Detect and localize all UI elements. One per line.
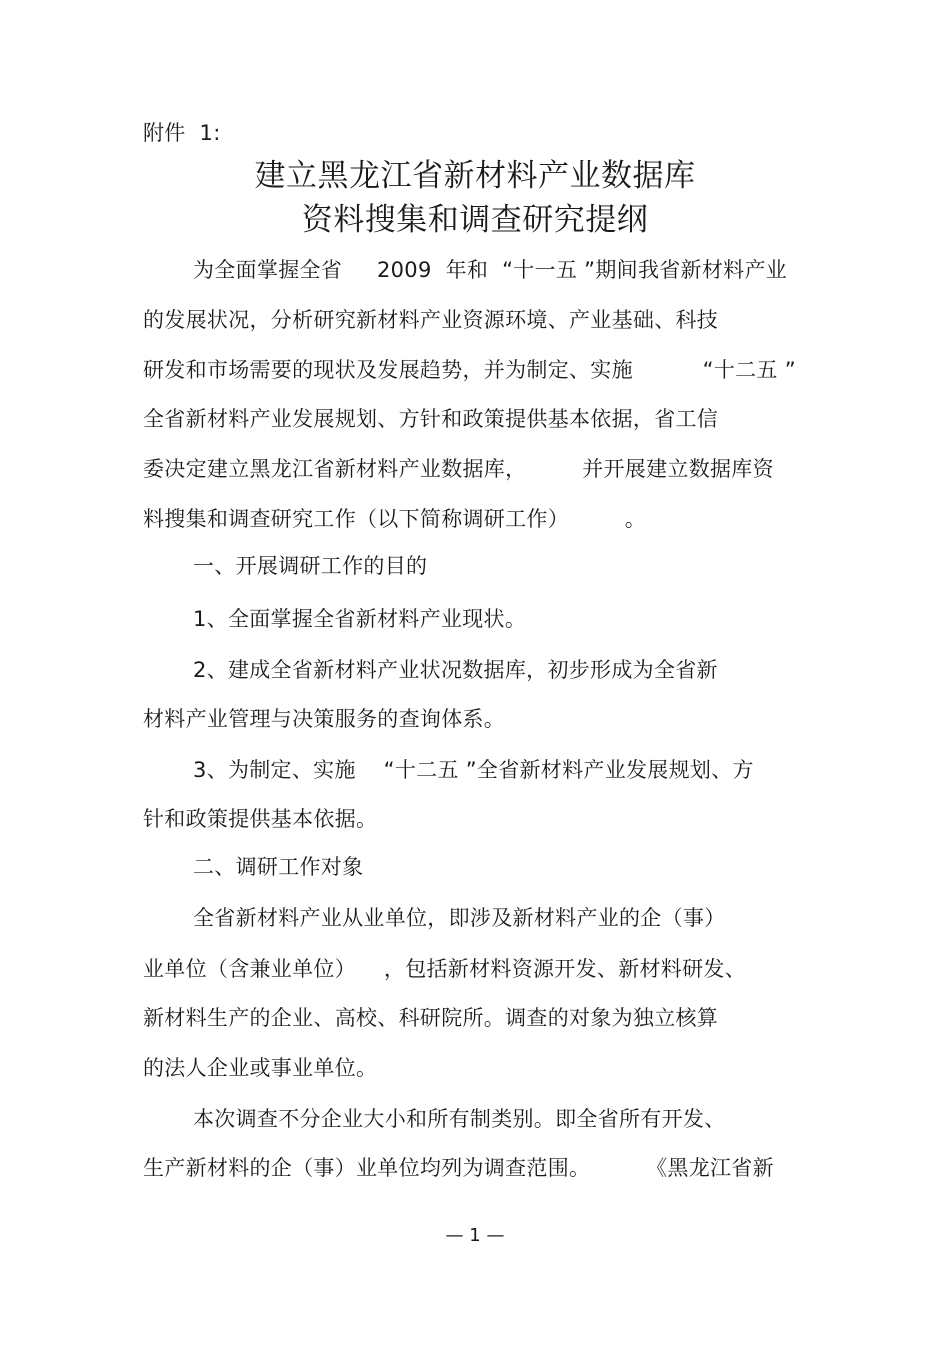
section-heading: 二、调研工作对象 — [193, 855, 364, 879]
list-item: 3、为制定、实施 “十二五 ”全省新材料产业发展规划、方 — [193, 758, 754, 782]
paragraph-line: 全省新材料产业发展规划、方针和政策提供基本依据，省工信 — [143, 407, 719, 431]
list-item-continuation: 材料产业管理与决策服务的查询体系。 — [143, 707, 506, 731]
page-number: — 1 — — [445, 1225, 505, 1246]
paragraph-line: 委决定建立黑龙江省新材料产业数据库， 并开展建立数据库资 — [143, 457, 774, 481]
paragraph-line: 生产新材料的企（事）业单位均列为调查范围。 《黑龙江省新 — [143, 1156, 774, 1180]
attachment-label: 附件 1: — [143, 121, 221, 145]
section-heading: 一、开展调研工作的目的 — [193, 554, 428, 578]
paragraph-line: 为全面掌握全省 2009 年和 “十一五 ”期间我省新材料产业 — [193, 258, 788, 282]
paragraph-line: 料搜集和调查研究工作（以下简称调研工作） 。 — [143, 507, 647, 531]
paragraph-line: 的法人企业或事业单位。 — [143, 1056, 378, 1080]
paragraph-line: 本次调查不分企业大小和所有制类别。即全省所有开发、 — [193, 1107, 726, 1131]
list-item: 1、全面掌握全省新材料产业现状。 — [193, 607, 527, 631]
paragraph-line: 业单位（含兼业单位） ，包括新材料资源开发、新材料研发、 — [143, 957, 746, 981]
paragraph-line: 研发和市场需要的现状及发展趋势，并为制定、实施 “十二五 ” — [143, 358, 796, 382]
document-title-line-1: 建立黑龙江省新材料产业数据库 — [254, 158, 696, 194]
paragraph-line: 全省新材料产业从业单位，即涉及新材料产业的企（事） — [193, 906, 726, 930]
paragraph-line: 的发展状况，分析研究新材料产业资源环境、产业基础、科技 — [143, 308, 719, 332]
list-item: 2、建成全省新材料产业状况数据库，初步形成为全省新 — [193, 658, 718, 682]
paragraph-line: 新材料生产的企业、高校、科研院所。调查的对象为独立核算 — [143, 1006, 719, 1030]
document-title-line-2: 资料搜集和调查研究提纲 — [301, 202, 649, 238]
list-item-continuation: 针和政策提供基本依据。 — [143, 807, 378, 831]
